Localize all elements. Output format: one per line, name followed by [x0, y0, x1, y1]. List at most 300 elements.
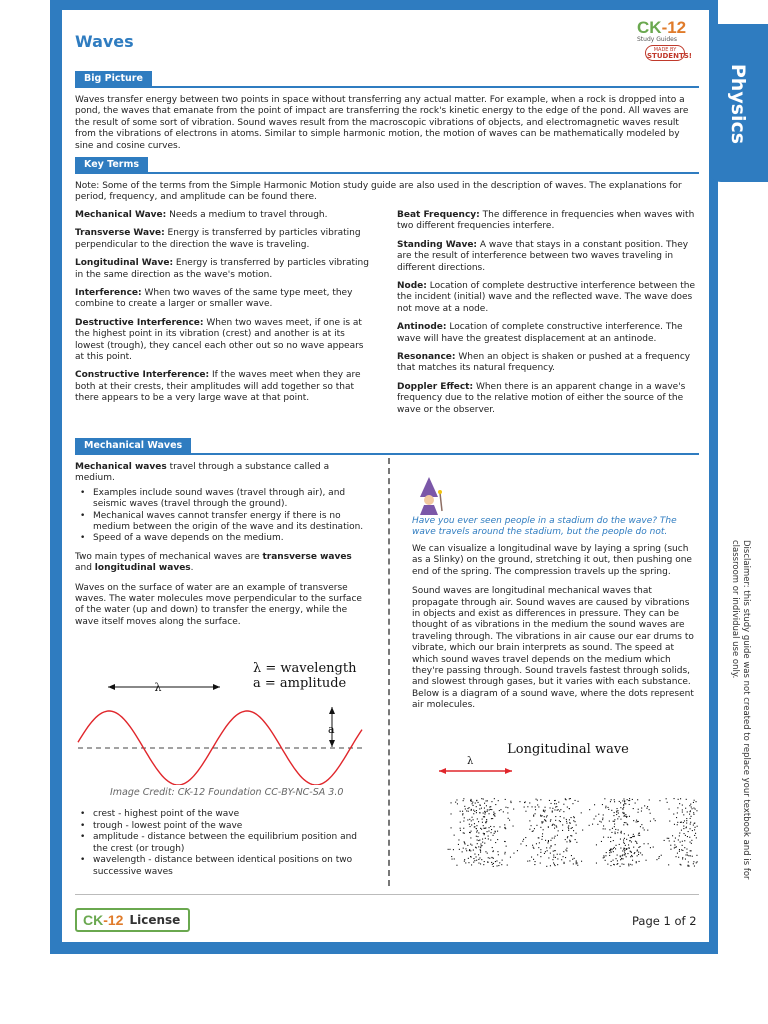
- air-molecule: [529, 860, 530, 861]
- air-molecule: [469, 807, 470, 808]
- air-molecule: [547, 815, 548, 816]
- air-molecule: [617, 810, 618, 811]
- air-molecule: [644, 829, 645, 830]
- air-molecule: [641, 811, 642, 812]
- logo-study-guides: Study Guides: [637, 36, 677, 43]
- air-molecule: [542, 836, 543, 837]
- wizard-icon: [412, 475, 446, 515]
- air-molecule: [632, 799, 633, 800]
- air-molecule: [618, 813, 619, 814]
- air-molecule: [508, 818, 509, 819]
- air-molecule: [454, 858, 455, 859]
- air-molecule: [603, 828, 604, 829]
- air-molecule: [456, 799, 457, 800]
- air-molecule: [614, 801, 615, 802]
- air-molecule: [488, 838, 489, 839]
- air-molecule: [544, 816, 545, 817]
- license-logo: CK-12: [83, 912, 124, 928]
- ck12-license-button[interactable]: [75, 908, 190, 932]
- air-molecule: [694, 800, 695, 801]
- mechanical-intro: Mechanical waves travel through a substance called a medium.: [75, 462, 330, 484]
- air-molecule: [493, 835, 494, 836]
- air-molecule: [493, 858, 494, 859]
- air-molecule: [470, 837, 471, 838]
- air-molecule: [691, 807, 692, 808]
- air-molecule: [623, 840, 624, 841]
- air-molecule: [621, 831, 622, 832]
- air-molecule: [677, 812, 678, 813]
- air-molecule: [681, 822, 682, 823]
- air-molecule: [504, 841, 505, 842]
- wavelength-arrowhead-left: [108, 684, 115, 690]
- air-molecule: [484, 861, 485, 862]
- air-molecule: [482, 839, 483, 840]
- air-molecule: [638, 833, 639, 834]
- air-molecule: [463, 798, 464, 799]
- air-molecule: [575, 800, 576, 801]
- air-molecule: [571, 855, 572, 856]
- air-molecule: [493, 866, 494, 867]
- air-molecule: [463, 828, 464, 829]
- air-molecule: [563, 856, 564, 857]
- air-molecule: [659, 800, 660, 801]
- air-molecule: [688, 855, 689, 856]
- air-molecule: [452, 859, 453, 860]
- image-credit: Image Credit: CK-12 Foundation CC-BY-NC-SA 3.0: [110, 787, 344, 798]
- air-molecule: [612, 828, 613, 829]
- air-molecule: [494, 833, 495, 834]
- air-molecule: [694, 829, 695, 830]
- air-molecule: [669, 809, 670, 810]
- air-molecule: [561, 859, 562, 860]
- air-molecule: [535, 806, 536, 807]
- air-molecule: [498, 854, 499, 855]
- air-molecule: [484, 834, 485, 835]
- air-molecule: [534, 828, 535, 829]
- key-term: Constructive Interference: If the waves meet when they are both at their crests, their amplitudes will add together so that there appears to be a very large wave at that point.: [75, 370, 361, 404]
- amplitude-legend: a = amplitude: [253, 676, 347, 691]
- air-molecule: [609, 855, 610, 856]
- air-molecule: [573, 830, 574, 831]
- air-molecule: [492, 864, 493, 865]
- air-molecule: [616, 858, 617, 859]
- mechanical-bullets: [75, 488, 365, 545]
- air-molecule: [552, 808, 553, 809]
- air-molecule: [477, 836, 478, 837]
- air-molecule: [692, 808, 693, 809]
- air-molecule: [695, 833, 696, 834]
- air-molecule: [670, 849, 671, 850]
- air-molecule: [544, 853, 545, 854]
- air-molecule: [596, 844, 597, 845]
- air-molecule: [688, 831, 689, 832]
- air-molecule: [555, 865, 556, 866]
- subject-tab-label: Physics: [727, 63, 749, 145]
- air-molecule: [693, 863, 694, 864]
- air-molecule: [505, 828, 506, 829]
- air-molecule: [609, 829, 610, 830]
- air-molecule: [633, 820, 634, 821]
- air-molecule: [601, 822, 602, 823]
- air-molecule: [494, 815, 495, 816]
- air-molecule: [513, 826, 514, 827]
- air-molecule: [473, 858, 474, 859]
- air-molecule: [559, 811, 560, 812]
- air-molecule: [469, 849, 470, 850]
- mechanical-waves-heading: Mechanical Waves: [75, 438, 191, 454]
- air-molecule: [497, 839, 498, 840]
- air-molecule: [548, 857, 549, 858]
- key-terms-heading: Key Terms: [75, 157, 148, 173]
- air-molecule: [472, 817, 473, 818]
- air-molecule: [631, 837, 632, 838]
- air-molecule: [556, 806, 557, 807]
- air-molecule: [529, 829, 530, 830]
- list-item: • wavelength - distance between identical positions on two successive waves: [75, 855, 365, 878]
- air-molecule: [653, 818, 654, 819]
- air-molecule: [595, 816, 596, 817]
- page-number: Page 1 of 2: [632, 914, 697, 928]
- air-molecule: [470, 832, 471, 833]
- air-molecule: [490, 826, 491, 827]
- air-molecule: [624, 852, 625, 853]
- air-molecule: [658, 858, 659, 859]
- air-molecule: [689, 805, 690, 806]
- air-molecule: [537, 800, 538, 801]
- key-term: Antinode: Location of complete constructive interference. The wave will have the greatest displacement at an antinode.: [397, 322, 683, 344]
- air-molecule: [678, 857, 679, 858]
- air-molecule: [503, 811, 504, 812]
- air-molecule: [613, 840, 614, 841]
- air-molecule: [464, 833, 465, 834]
- air-molecule: [608, 837, 609, 838]
- air-molecule: [602, 818, 603, 819]
- air-molecule: [634, 853, 635, 854]
- air-molecule: [548, 841, 549, 842]
- stadium-wave-callout: Have you ever seen people in a stadium do the wave? The wave travels around the stadium, but the people do not.: [412, 516, 677, 538]
- air-molecule: [473, 805, 474, 806]
- air-molecule: [546, 866, 547, 867]
- air-molecule: [624, 803, 625, 804]
- air-molecule: [592, 824, 593, 825]
- air-molecule: [684, 840, 685, 841]
- air-molecule: [477, 818, 478, 819]
- air-molecule: [628, 864, 629, 865]
- air-molecule: [632, 856, 633, 857]
- air-molecule: [623, 864, 624, 865]
- air-molecule: [510, 801, 511, 802]
- air-molecule: [576, 842, 577, 843]
- air-molecule: [496, 860, 497, 861]
- air-molecule: [549, 800, 550, 801]
- air-molecule: [458, 839, 459, 840]
- air-molecule: [463, 848, 464, 849]
- lw-arrowhead-left: [439, 768, 446, 774]
- air-molecule: [478, 859, 479, 860]
- air-molecule: [559, 820, 560, 821]
- air-molecule: [689, 814, 690, 815]
- air-molecule: [562, 824, 563, 825]
- air-molecule: [617, 860, 618, 861]
- air-molecule: [492, 818, 493, 819]
- ck12-logo: [637, 18, 697, 74]
- air-molecule: [696, 855, 697, 856]
- air-molecule: [455, 802, 456, 803]
- air-molecule: [636, 842, 637, 843]
- air-molecule: [463, 821, 464, 822]
- air-molecule: [637, 850, 638, 851]
- air-molecule: [581, 812, 582, 813]
- air-molecule: [636, 821, 637, 822]
- air-molecule: [625, 822, 626, 823]
- air-molecule: [693, 814, 694, 815]
- air-molecule: [502, 860, 503, 861]
- air-molecule: [555, 820, 556, 821]
- air-molecule: [556, 825, 557, 826]
- air-molecule: [683, 822, 684, 823]
- air-molecule: [678, 799, 679, 800]
- air-molecule: [614, 819, 615, 820]
- air-molecule: [492, 847, 493, 848]
- air-molecule: [558, 802, 559, 803]
- air-molecule: [552, 825, 553, 826]
- air-molecule: [470, 850, 471, 851]
- air-molecule: [599, 821, 600, 822]
- air-molecule: [476, 828, 477, 829]
- air-molecule: [575, 821, 576, 822]
- amplitude-arrowhead-bottom: [329, 740, 335, 747]
- air-molecule: [617, 818, 618, 819]
- air-molecule: [460, 811, 461, 812]
- air-molecule: [487, 809, 488, 810]
- air-molecule: [476, 836, 477, 837]
- air-molecule: [532, 806, 533, 807]
- air-molecule: [476, 800, 477, 801]
- air-molecule: [557, 810, 558, 811]
- air-molecule: [474, 860, 475, 861]
- air-molecule: [687, 855, 688, 856]
- air-molecule: [490, 809, 491, 810]
- air-molecule: [623, 842, 624, 843]
- air-molecule: [684, 820, 685, 821]
- air-molecule: [558, 830, 559, 831]
- air-molecule: [555, 816, 556, 817]
- air-molecule: [462, 814, 463, 815]
- air-molecule: [574, 817, 575, 818]
- air-molecule: [673, 814, 674, 815]
- air-molecule: [465, 843, 466, 844]
- key-terms-note: Note: Some of the terms from the Simple Harmonic Motion study guide are also used in the description of waves. The explanations for period, frequency, and amplitude can be found there.: [75, 181, 682, 203]
- air-molecule: [550, 807, 551, 808]
- air-molecule: [694, 823, 695, 824]
- air-molecule: [487, 853, 488, 854]
- air-molecule: [633, 808, 634, 809]
- air-molecule: [499, 810, 500, 811]
- air-molecule: [690, 818, 691, 819]
- air-molecule: [694, 835, 695, 836]
- air-molecule: [545, 851, 546, 852]
- air-molecule: [537, 854, 538, 855]
- air-molecule: [460, 822, 461, 823]
- transverse-wave-diagram: [74, 655, 374, 785]
- air-molecule: [555, 807, 556, 808]
- air-molecule: [624, 838, 625, 839]
- air-molecule: [682, 809, 683, 810]
- air-molecule: [464, 859, 465, 860]
- air-molecule: [560, 809, 561, 810]
- air-molecule: [451, 827, 452, 828]
- air-molecule: [546, 847, 547, 848]
- air-molecule: [532, 831, 533, 832]
- air-molecule: [538, 837, 539, 838]
- air-molecule: [650, 813, 651, 814]
- air-molecule: [479, 857, 480, 858]
- air-molecule: [471, 820, 472, 821]
- air-molecule: [632, 860, 633, 861]
- air-molecule: [495, 842, 496, 843]
- air-molecule: [484, 808, 485, 809]
- list-item: • amplitude - distance between the equilibrium position and the crest (or trough): [75, 832, 365, 855]
- air-molecule: [491, 832, 492, 833]
- air-molecule: [482, 842, 483, 843]
- air-molecule: [628, 865, 629, 866]
- air-molecule: [533, 847, 534, 848]
- air-molecule: [612, 849, 613, 850]
- air-molecule: [552, 859, 553, 860]
- air-molecule: [569, 819, 570, 820]
- air-molecule: [483, 813, 484, 814]
- air-molecule: [667, 802, 668, 803]
- air-molecule: [476, 847, 477, 848]
- air-molecule: [495, 804, 496, 805]
- air-molecule: [623, 798, 624, 799]
- air-molecule: [619, 816, 620, 817]
- air-molecule: [487, 800, 488, 801]
- air-molecule: [574, 858, 575, 859]
- air-molecule: [569, 840, 570, 841]
- air-molecule: [507, 812, 508, 813]
- disclaimer: [720, 540, 760, 920]
- air-molecule: [638, 812, 639, 813]
- air-molecule: [577, 865, 578, 866]
- list-item: • crest - highest point of the wave: [75, 809, 365, 821]
- air-molecule: [480, 828, 481, 829]
- air-molecule: [489, 809, 490, 810]
- air-molecule: [572, 859, 573, 860]
- air-molecule: [453, 849, 454, 850]
- air-molecule: [487, 811, 488, 812]
- air-molecule: [627, 799, 628, 800]
- air-molecule: [668, 838, 669, 839]
- air-molecule: [504, 853, 505, 854]
- air-molecule: [486, 805, 487, 806]
- air-molecule: [694, 866, 695, 867]
- air-molecule: [620, 855, 621, 856]
- air-molecule: [448, 849, 449, 850]
- air-molecule: [463, 832, 464, 833]
- air-molecule: [466, 810, 467, 811]
- air-molecule: [498, 800, 499, 801]
- air-molecule: [621, 858, 622, 859]
- air-molecule: [498, 865, 499, 866]
- air-molecule: [614, 821, 615, 822]
- air-molecule: [549, 847, 550, 848]
- air-molecule: [568, 825, 569, 826]
- air-molecule: [543, 810, 544, 811]
- air-molecule: [537, 804, 538, 805]
- air-molecule: [535, 813, 536, 814]
- air-molecule: [485, 851, 486, 852]
- air-molecule: [465, 808, 466, 809]
- air-molecule: [480, 847, 481, 848]
- air-molecule: [626, 839, 627, 840]
- air-molecule: [555, 836, 556, 837]
- air-molecule: [636, 820, 637, 821]
- air-molecule: [676, 846, 677, 847]
- air-molecule: [533, 848, 534, 849]
- key-terms-right-column: [397, 210, 699, 423]
- air-molecule: [540, 799, 541, 800]
- air-molecule: [635, 841, 636, 842]
- air-molecule: [610, 801, 611, 802]
- air-molecule: [554, 828, 555, 829]
- air-molecule: [554, 809, 555, 810]
- air-molecule: [693, 802, 694, 803]
- air-molecule: [533, 816, 534, 817]
- air-molecule: [638, 854, 639, 855]
- air-molecule: [473, 810, 474, 811]
- air-molecule: [566, 850, 567, 851]
- air-molecule: [611, 852, 612, 853]
- air-molecule: [594, 804, 595, 805]
- air-molecule: [625, 845, 626, 846]
- air-molecule: [468, 858, 469, 859]
- list-item: • Examples include sound waves (travel through air), and seismic waves (travel through the ground).: [75, 488, 365, 511]
- air-molecule: [691, 850, 692, 851]
- key-term: Transverse Wave: Energy is transferred by particles vibrating perpendicular to the direction the wave is traveling.: [75, 228, 361, 250]
- air-molecule: [478, 846, 479, 847]
- license-label: License: [129, 913, 181, 927]
- wave-curve: [78, 711, 362, 785]
- air-molecule: [484, 803, 485, 804]
- key-term: Mechanical Wave: Needs a medium to travel through.: [75, 210, 328, 220]
- air-molecule: [474, 811, 475, 812]
- air-molecule: [472, 802, 473, 803]
- air-molecule: [483, 833, 484, 834]
- air-molecule: [533, 815, 534, 816]
- air-molecule: [570, 798, 571, 799]
- air-molecule: [488, 831, 489, 832]
- air-molecule: [680, 864, 681, 865]
- air-molecule: [489, 858, 490, 859]
- air-molecule: [666, 798, 667, 799]
- lw-wavelength-symbol: λ: [467, 756, 474, 767]
- air-molecule: [624, 822, 625, 823]
- air-molecule: [624, 850, 625, 851]
- air-molecule: [566, 819, 567, 820]
- air-molecule: [640, 846, 641, 847]
- wavelength-symbol: λ: [154, 681, 162, 694]
- air-molecule: [497, 851, 498, 852]
- air-molecule: [471, 824, 472, 825]
- air-molecule: [659, 856, 660, 857]
- air-molecule: [628, 835, 629, 836]
- air-molecule: [642, 854, 643, 855]
- air-molecule: [478, 863, 479, 864]
- air-molecule: [480, 852, 481, 853]
- air-molecule: [632, 864, 633, 865]
- air-molecule: [558, 809, 559, 810]
